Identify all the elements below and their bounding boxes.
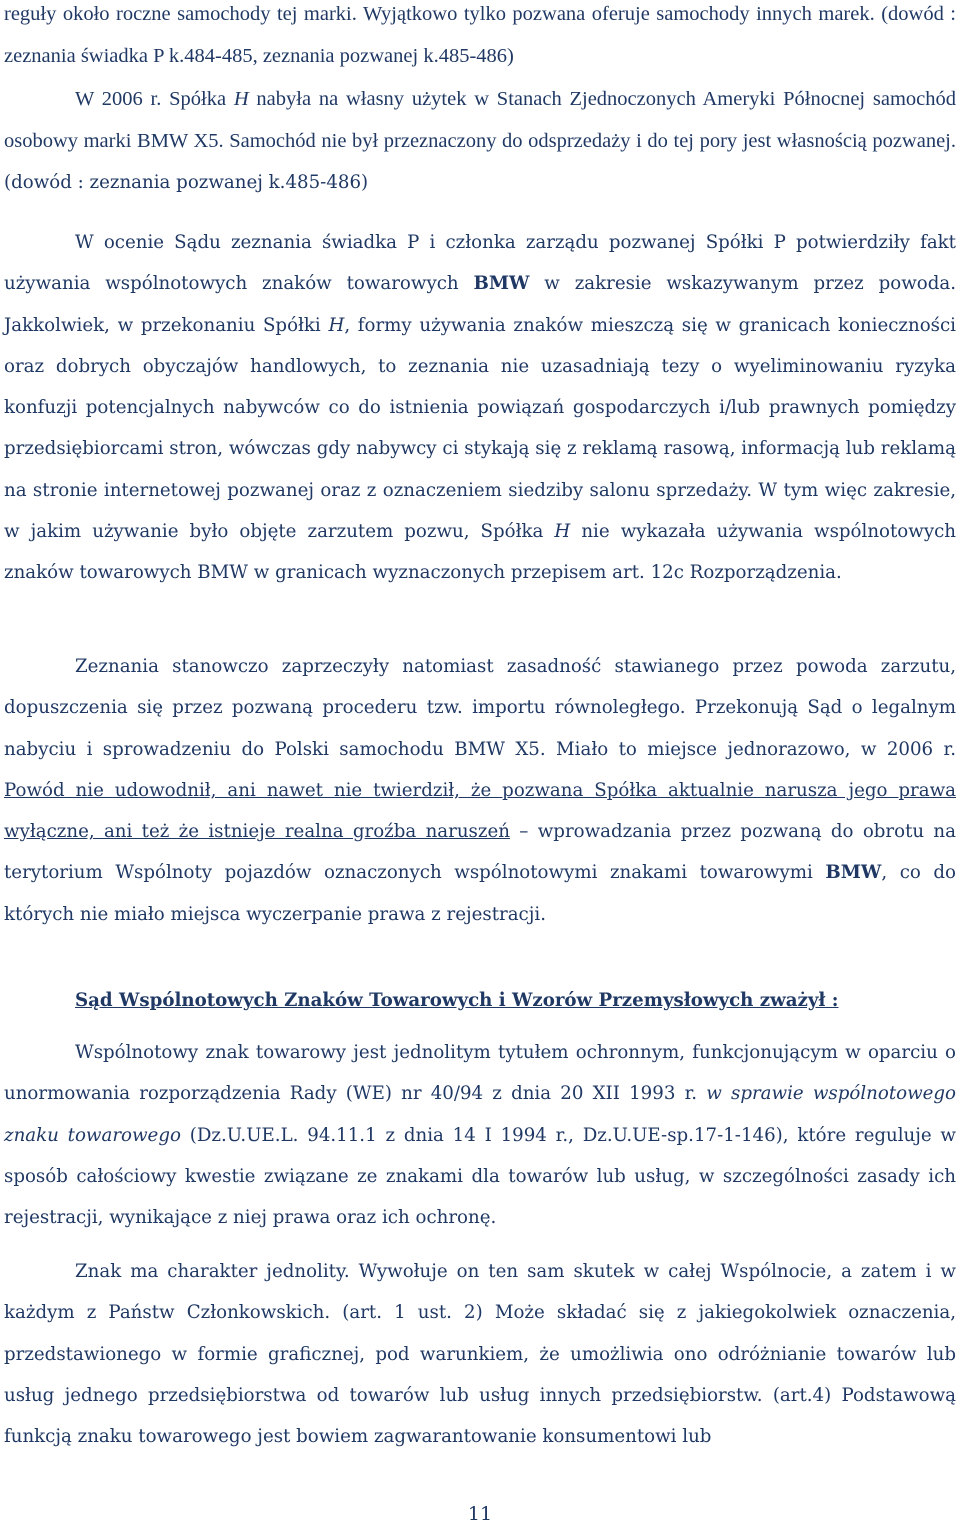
paragraph-2 xyxy=(4,79,956,204)
paragraph-2-company-h: H xyxy=(233,88,249,110)
paragraph-2-text-b: nabyła na własny użytek w Stanach Zjednoczonych Ameryki Północnej samochód osobowy marki BMW X5. Samochód nie był przeznaczony do odsprzedaży i do tej pory jest własnością pozwanej. xyxy=(4,88,957,152)
paragraph-4 xyxy=(4,646,956,935)
paragraph-2-evidence: (dowód : zeznania pozwanej k.485-486) xyxy=(4,172,369,193)
paragraph-4-text-a: Zeznania stanowczo zaprzeczyły natomiast zasadność stawianego przez powoda zarzutu, dopuszczenia się przez pozwaną procederu tzw. importu równoległego. Przekonują Sąd o legalnym nabyciu i sprowadzeniu do Polski samochodu BMW X5. Miało to miejsce jednorazowo, w 2006 r. xyxy=(4,656,956,760)
paragraph-5 xyxy=(4,1032,956,1238)
paragraph-4-bmw-bold: BMW xyxy=(825,862,882,884)
paragraph-5-text-b: (Dz.U.UE.L. 94.11.1 z dnia 14 I 1994 r., Dz.U.UE-sp.17-1-146), które reguluje w sposób całościowy kwestie związane ze znakami dla towarów lub usług, w szczególności zasady ich rejestracji, wynikające z niej prawa oraz ich ochronę. xyxy=(4,1124,956,1229)
page-number: 11 xyxy=(467,1503,493,1525)
paragraph-3-text-a: W ocenie Sądu zeznania świadka P i członka zarządu pozwanej Spółki P potwierdziły fakt używania wspólnotowych znaków towarowych xyxy=(4,232,956,295)
paragraph-4-text-c: , co do których nie miało miejsca wyczerpanie prawa z rejestracji. xyxy=(4,862,956,925)
paragraph-1 xyxy=(4,0,956,77)
paragraph-3-text-c: , formy używania znaków mieszczą się w granicach konieczności oraz dobrych obyczajów handlowych, to zeznania nie uzasadniają tezy o wyeliminowaniu ryzyka konfuzji potencjalnych nabywców co do istnienia powiązań gospodarczych i/lub prawnych pomiędzy przedsiębiorcami stron, wówczas gdy nabywcy ci stykają się z reklamą rasową, informacją lub reklamą na stronie internetowej pozwanej oraz z oznaczeniem siedziby salonu sprzedaży. W tym więc zakresie, w jakim używanie było objęte zarzutem pozwu, Spółka xyxy=(4,314,956,543)
paragraph-3-text-d: nie wykazała używania wspólnotowych znaków towarowych BMW w granicach wyznaczonych przepisem art. 12c Rozporządzenia. xyxy=(4,521,956,584)
section-heading: Sąd Wspólnotowych Znaków Towarowych i Wzorów Przemysłowych zważył : xyxy=(75,990,839,1011)
paragraph-3-company-h-1: H xyxy=(328,314,345,336)
paragraph-1-text: reguły około roczne samochody tej marki. Wyjątkowo tylko pozwana oferuje samochody innych marek. (dowód : zeznania świadka P k.484-485, zeznania pozwanej k.485-486) xyxy=(4,3,956,67)
paragraph-3-company-h-2: H xyxy=(554,521,571,543)
paragraph-3-bmw-bold: BMW xyxy=(473,273,530,295)
paragraph-6-text: Znak ma charakter jednolity. Wywołuje on ten sam skutek w całej Wspólnocie, a zatem i w każdym z Państw Członkowskich. (art. 1 ust. 2) Może składać się z jakiegokolwiek oznaczenia, przedstawionego w formie graficznej, pod warunkiem, że umożliwia ono odróżnianie towarów lub usług jednego przedsiębiorstwa od towarów lub usług innych przedsiębiorstw. (art.4) Podstawową funkcją znaku towarowego jest bowiem zagwarantowanie konsumentowi lub xyxy=(4,1261,956,1448)
paragraph-2-text-a: W 2006 r. Spółka xyxy=(75,88,234,110)
paragraph-4-underlined: Powód nie udowodnił, ani nawet nie twierdził, że pozwana Spółka aktualnie narusza jego prawa wyłączne, ani też że istnieje realna groźba naruszeń xyxy=(4,779,956,843)
paragraph-5-text-a: Wspólnotowy znak towarowy jest jednolitym tytułem ochronnym, funkcjonującym w oparciu o unormowania rozporządzenia Rady (WE) nr 40/94 z dnia 20 XII 1993 r. xyxy=(4,1042,956,1105)
paragraph-3-text-b: w zakresie wskazywanym przez powoda. Jakkolwiek, w przekonaniu Spółki xyxy=(4,273,956,336)
paragraph-6 xyxy=(4,1251,956,1457)
paragraph-5-italic: w sprawie wspólnotowego znaku towarowego xyxy=(4,1083,957,1146)
paragraph-4-text-b: – wprowadzania przez pozwaną do obrotu na terytorium Wspólnoty pojazdów oznaczonych wspólnotowymi znakami towarowymi xyxy=(4,821,956,884)
paragraph-3 xyxy=(4,222,956,594)
